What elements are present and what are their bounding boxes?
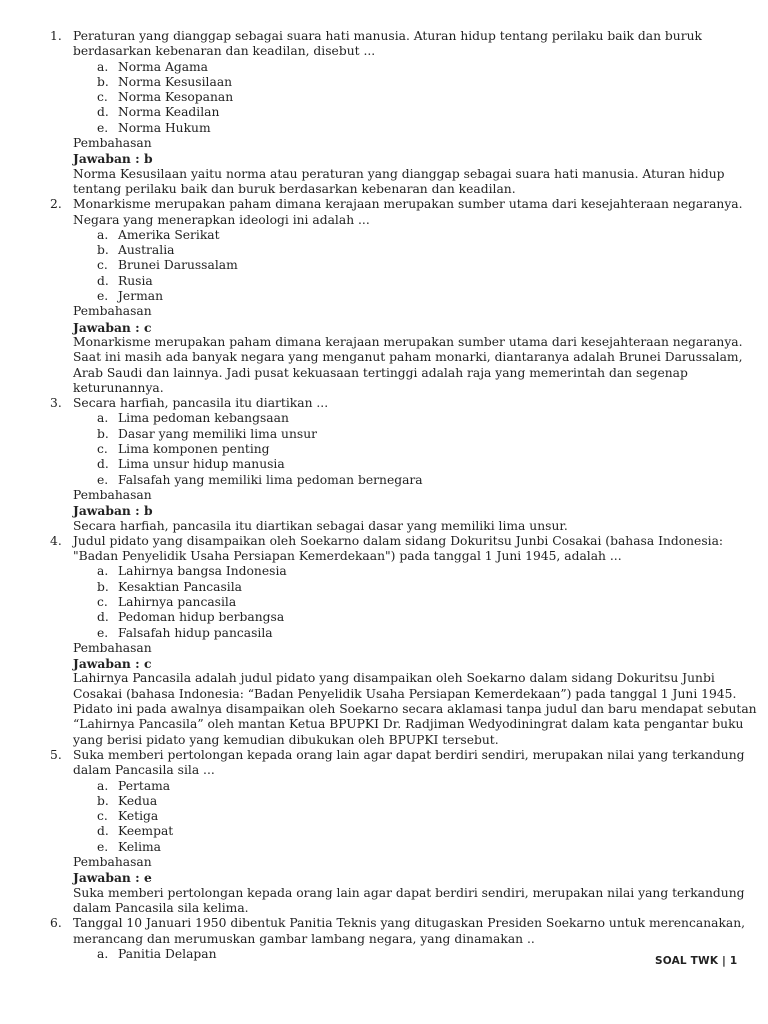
answer-option (73, 947, 728, 962)
explanation-text: yang berisi pidato yang kemudian dibukukan oleh BPUPKI tersebut. (73, 732, 499, 747)
option-letter: b. (97, 579, 109, 594)
question-item (0, 534, 768, 748)
option-letter: a. (97, 778, 109, 793)
option-letter: e. (97, 120, 109, 135)
answer-option (73, 610, 728, 625)
question-number: 1. (50, 29, 62, 43)
answer-option (73, 809, 728, 824)
question-text: Monarkisme merupakan paham dimana kerajaan merupakan sumber utama dari kesejahteraan negaranya. (73, 197, 743, 212)
answer-option (73, 60, 728, 75)
option-letter: d. (97, 610, 109, 625)
question-item (0, 916, 768, 962)
answer-option (73, 457, 728, 472)
option-text: Norma Kesopanan (118, 90, 234, 105)
option-letter: c. (97, 90, 108, 105)
option-text: Norma Keadilan (118, 105, 220, 120)
option-text: Lahirnya bangsa Indonesia (118, 564, 287, 579)
option-text: Kesaktian Pancasila (118, 579, 242, 594)
option-letter: d. (97, 273, 109, 288)
question-item (0, 29, 768, 197)
option-letter: b. (97, 243, 109, 258)
option-letter: c. (97, 442, 108, 457)
answer-key: Jawaban : e (73, 870, 152, 886)
option-letter: e. (97, 839, 109, 854)
explanation-text: Cosakai (bahasa Indonesia: “Badan Penyelidik Usaha Persiapan Kemerdekaan”) pada tanggal 1 Juni 1945. (73, 686, 737, 701)
answer-option (73, 595, 728, 610)
explanation-text: “Lahirnya Pancasila” oleh mantan Ketua BPUPKI Dr. Radjiman Wedyodiningrat dalam kata pengantar buku (73, 717, 744, 732)
page-footer: SOAL TWK | 1 (655, 955, 738, 967)
option-letter: b. (97, 74, 109, 89)
document-page (0, 29, 768, 962)
question-item (0, 748, 768, 916)
explanation-text: Norma Kesusilaan yaitu norma atau peraturan yang dianggap sebagai suara hati manusia. Aturan hidup (73, 166, 725, 181)
option-text: Ketiga (118, 809, 159, 824)
answer-key: Jawaban : c (73, 319, 152, 335)
question-item (0, 197, 768, 396)
option-text: Kelima (118, 839, 161, 854)
question-number: 5. (50, 747, 62, 762)
answer-option (73, 75, 728, 90)
pembahasan-label: Pembahasan (73, 304, 152, 319)
question-text: dalam Pancasila sila ... (73, 763, 215, 778)
option-text: Amerika Serikat (118, 227, 220, 242)
answer-option (73, 626, 728, 641)
answer-option (73, 779, 728, 794)
answer-option (73, 427, 728, 442)
option-letter: d. (97, 824, 109, 839)
option-letter: a. (97, 564, 109, 579)
option-letter: a. (97, 59, 109, 74)
option-text: Jerman (118, 289, 163, 304)
answer-option (73, 411, 728, 426)
option-letter: e. (97, 625, 109, 640)
question-number: 2. (50, 197, 62, 212)
question-number: 4. (50, 533, 62, 548)
option-text: Lima unsur hidup manusia (118, 457, 285, 472)
answer-option (73, 794, 728, 809)
answer-key: Jawaban : b (73, 151, 153, 167)
option-text: Norma Kesusilaan (118, 74, 233, 89)
explanation-text: tentang perilaku baik dan buruk berdasarkan kebenaran dan keadilan. (73, 181, 516, 196)
answer-option (73, 840, 728, 855)
option-text: Norma Hukum (118, 120, 211, 135)
pembahasan-label: Pembahasan (73, 136, 152, 151)
answer-option (73, 228, 728, 243)
option-letter: d. (97, 457, 109, 472)
option-letter: b. (97, 426, 109, 441)
option-text: Australia (118, 243, 175, 258)
answer-option (73, 274, 728, 289)
question-number: 3. (50, 396, 62, 411)
question-text: Negara yang menerapkan ideologi ini adalah ... (73, 212, 370, 227)
option-text: Lahirnya pancasila (118, 594, 237, 609)
explanation-text: Saat ini masih ada banyak negara yang menganut paham monarki, diantaranya adalah Brunei Darussalam, (73, 350, 743, 365)
answer-key: Jawaban : c (73, 656, 152, 672)
question-text: Peraturan yang dianggap sebagai suara hati manusia. Aturan hidup tentang perilaku baik dan buruk (73, 29, 702, 43)
answer-option (73, 243, 728, 258)
explanation-text: Suka memberi pertolongan kepada orang lain agar dapat berdiri sendiri, merupakan nilai yang terkandung (73, 885, 745, 900)
answer-option (73, 289, 728, 304)
answer-option (73, 564, 728, 579)
pembahasan-label: Pembahasan (73, 640, 152, 655)
option-text: Lima pedoman kebangsaan (118, 411, 289, 426)
question-text: berdasarkan kebenaran dan keadilan, disebut ... (73, 44, 376, 59)
option-text: Panitia Delapan (118, 946, 217, 961)
answer-option (73, 580, 728, 595)
answer-option (73, 824, 728, 839)
explanation-text: Lahirnya Pancasila adalah judul pidato yang disampaikan oleh Soekarno dalam sidang Dokuritsu Junbi (73, 671, 715, 686)
option-letter: d. (97, 105, 109, 120)
explanation-text: keturunannya. (73, 380, 164, 395)
option-letter: c. (97, 809, 108, 824)
question-item (0, 396, 768, 534)
option-letter: c. (97, 258, 108, 273)
option-text: Dasar yang memiliki lima unsur (118, 426, 318, 441)
option-letter: a. (97, 946, 109, 961)
option-text: Pertama (118, 778, 171, 793)
explanation-text: Monarkisme merupakan paham dimana kerajaan merupakan sumber utama dari kesejahteraan negaranya. (73, 334, 743, 349)
answer-option (73, 442, 728, 457)
option-letter: e. (97, 289, 109, 304)
answer-option (73, 121, 728, 136)
answer-option (73, 105, 728, 120)
answer-option (73, 90, 728, 105)
option-text: Pedoman hidup berbangsa (118, 610, 285, 625)
question-text: merancang dan merumuskan gambar lambang negara, yang dinamakan .. (73, 931, 535, 946)
option-letter: a. (97, 227, 109, 242)
option-letter: e. (97, 472, 109, 487)
pembahasan-label: Pembahasan (73, 855, 152, 870)
question-text: Secara harfiah, pancasila itu diartikan ... (73, 396, 329, 411)
question-number: 6. (50, 916, 62, 931)
option-text: Rusia (118, 273, 153, 288)
explanation-text: Arab Saudi dan lainnya. Jadi pusat kekuasaan tertinggi adalah raja yang memerintah dan segenap (73, 365, 688, 380)
option-text: Lima komponen penting (118, 442, 270, 457)
answer-option (73, 473, 728, 488)
explanation-text: Pidato ini pada awalnya disampaikan oleh Soekarno secara aklamasi tanpa judul dan baru mendapat sebutan (73, 702, 757, 717)
option-text: Kedua (118, 793, 158, 808)
question-text: Suka memberi pertolongan kepada orang lain agar dapat berdiri sendiri, merupakan nilai yang terkandung (73, 747, 745, 762)
answer-key: Jawaban : b (73, 503, 153, 519)
question-text: Judul pidato yang disampaikan oleh Soekarno dalam sidang Dokuritsu Junbi Cosakai (bahasa Indonesia: (73, 533, 724, 548)
option-text: Keempat (118, 824, 174, 839)
option-letter: a. (97, 411, 109, 426)
explanation-text: Secara harfiah, pancasila itu diartikan sebagai dasar yang memiliki lima unsur. (73, 518, 568, 533)
pembahasan-label: Pembahasan (73, 487, 152, 502)
answer-option (73, 258, 728, 273)
option-text: Brunei Darussalam (118, 258, 238, 273)
question-text: "Badan Penyelidik Usaha Persiapan Kemerdekaan") pada tanggal 1 Juni 1945, adalah ... (73, 549, 622, 564)
option-text: Norma Agama (118, 59, 209, 74)
option-text: Falsafah hidup pancasila (118, 625, 273, 640)
explanation-text: dalam Pancasila sila kelima. (73, 900, 249, 915)
option-text: Falsafah yang memiliki lima pedoman bernegara (118, 472, 423, 487)
option-letter: c. (97, 594, 108, 609)
option-letter: b. (97, 793, 109, 808)
question-text: Tanggal 10 Januari 1950 dibentuk Panitia Teknis yang ditugaskan Presiden Soekarno untuk merencanakan, (73, 916, 746, 931)
